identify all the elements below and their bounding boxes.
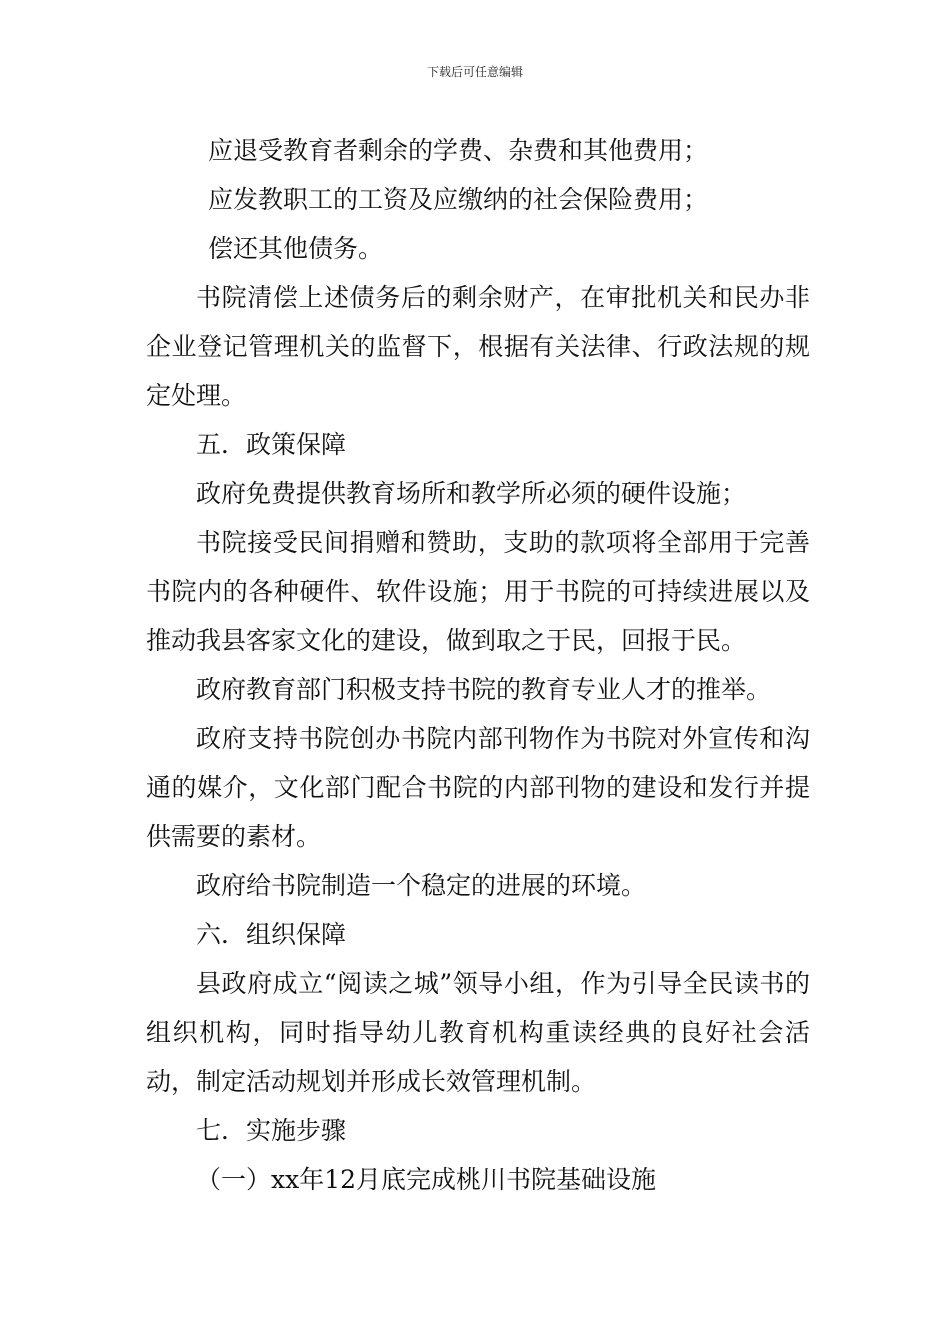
- paragraph-reading-city-group: 县政府成立“阅读之城”领导小组，作为引导全民读书的组织机构，同时指导幼儿教育机构重读经典的良好社会活动，制定活动规划并形成长效管理机制。: [146, 969, 810, 1096]
- section-heading-policy: 五．政策保障: [196, 430, 347, 459]
- section-heading-steps: 七．实施步骤: [196, 1116, 347, 1145]
- document-body: [146, 126, 810, 1204]
- paragraph-refund-fees: 应退受教育者剩余的学费、杂费和其他费用；: [208, 136, 709, 165]
- page-header: 下载后可任意编辑: [426, 65, 523, 79]
- paragraph-internal-publication: 政府支持书院创办书院内部刊物作为书院对外宣传和沟通的媒介，文化部门配合书院的内部刊物的建设和发行并提供需要的素材。: [146, 724, 810, 851]
- paragraph-free-facilities: 政府免费提供教育场所和教学所必须的硬件设施；: [196, 479, 747, 508]
- paragraph-talent-support: 政府教育部门积极支持书院的教育专业人才的推举。: [196, 675, 772, 704]
- paragraph-step-one: （一）xx年12月底完成桃川书院基础设施: [196, 1165, 657, 1194]
- paragraph-remaining-assets: 书院清偿上述债务后的剩余财产，在审批机关和民办非企业登记管理机关的监督下，根据有关法律、行政法规的规定处理。: [146, 283, 810, 410]
- section-heading-organization: 六．组织保障: [196, 920, 347, 949]
- paragraph-other-debts: 偿还其他债务。: [208, 234, 384, 263]
- paragraph-staff-wages: 应发教职工的工资及应缴纳的社会保险费用；: [208, 185, 709, 214]
- paragraph-donations: 书院接受民间捐赠和赞助，支助的款项将全部用于完善书院内的各种硬件、软件设施；用于书院的可持续进展以及推动我县客家文化的建设，做到取之于民，回报于民。: [146, 528, 810, 655]
- paragraph-stable-environment: 政府给书院制造一个稳定的进展的环境。: [196, 871, 647, 900]
